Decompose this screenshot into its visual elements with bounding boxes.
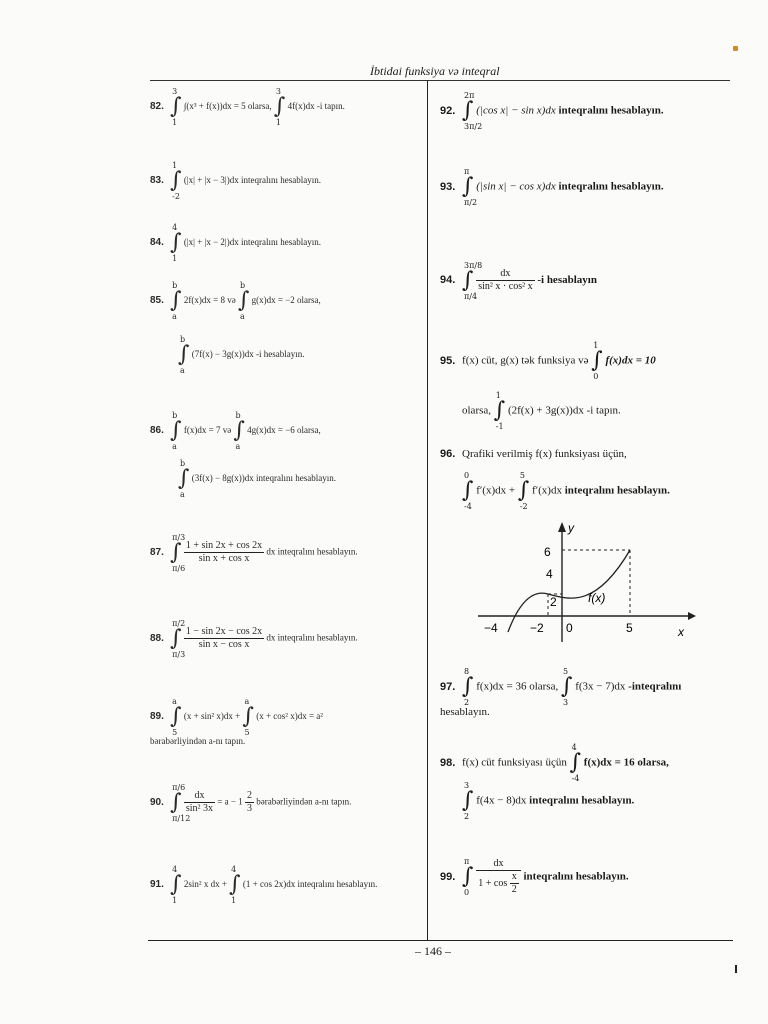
edge-mark [735, 965, 737, 973]
problem-96: 96. Qrafiki verilmiş f(x) funksiyası üçün, [440, 448, 627, 460]
problem-84: 84. ∫ 4 1 (|x| + |x − 2|)dx inteqralını hesablayın. [150, 223, 321, 263]
problem-95: 95. f(x) cüt, g(x) tək funksiya və ∫ 1 0 f(x)dx = 10 [440, 341, 656, 381]
problem-83: 83. ∫ 1 -2 (|x| + |x − 3|)dx inteqralını hesablayın. [150, 161, 321, 201]
problem-87: 87. ∫ π/3 π/6 $\frac{1 + \sin 2x + \cos 2x}{\text{sin x + cos x}}$ dx inteqralını hesablayın. [150, 532, 358, 573]
y-axis-label: y [568, 521, 574, 535]
problem-96-part2: ∫ 0 -4 f′(x)dx + ∫ 5 -2 f′(x)dx inteqralını hesablayın. [462, 471, 670, 511]
problem-92: 92. ∫ 2π 3π/2 (|cos x| − sin x)dx inteqralını hesablayın. [440, 91, 664, 131]
y-tick-2: 2 [550, 595, 557, 609]
problem-90: 90. ∫ π/6 π/12 $\frac{dx}{\text{sin² 3x}}$ = a − 1 $\frac{2}{3}$ bərabərliyindən a-nı tapın. [150, 782, 352, 823]
problem-85: 85. ∫ b a 2f(x)dx = 8 və ∫ b a g(x)dx = −2 olarsa, [150, 281, 321, 321]
problem-98: 98. f(x) cüt funksiyası üçün ∫ 4 -4 f(x)dx = 16 olarsa, [440, 743, 669, 783]
problem-88: 88. ∫ π/2 π/3 $\frac{1 - \sin 2x - \cos 2x}{\text{sin x − cos x}}$ dx inteqralını hesablayın. [150, 618, 358, 659]
problem-86: 86. ∫ b a f(x)dx = 7 və ∫ b a 4g(x)dx = −6 olarsa, [150, 411, 321, 451]
curve-label: f(x) [588, 591, 606, 605]
x-tick-neg2: −2 [530, 621, 544, 635]
problem-98-part2: ∫ 3 2 f(4x − 8)dx inteqralını hesablayın. [462, 781, 635, 821]
running-header: İbtidai funksiya və inteqral [370, 64, 500, 78]
problem-85-part2: ∫ b a (7f(x) − 3g(x))dx -i hesablayın. [178, 335, 305, 375]
problem-82: 82. ∫ 3 1 ∫(x³ + f(x))dx = 5 olarsa, ∫ 3 1 4f(x)dx -i tapın. [150, 87, 345, 127]
x-axis-label: x [678, 625, 684, 639]
y-axis-arrow [558, 522, 566, 532]
problem-91: 91. ∫ 4 1 2sin² x dx + ∫ 4 1 (1 + cos 2x)dx inteqralını hesablayın. [150, 865, 378, 905]
footer-rule [148, 940, 733, 941]
y-tick-6: 6 [544, 545, 551, 559]
x-tick-neg4: −4 [484, 621, 498, 635]
header-rule [150, 80, 730, 81]
problem-94: 94. ∫ 3π/8 π/4 $\frac{dx}{\text{sin² x · cos² x}}$ -i hesablayın [440, 260, 597, 301]
column-divider [427, 80, 428, 940]
corner-mark [733, 46, 738, 51]
page-number: – 146 – [415, 944, 451, 958]
problem-95-part2: olarsa, ∫ 1 -1 (2f(x) + 3g(x))dx -i tapın. [462, 391, 621, 431]
problem-86-part2: ∫ b a (3f(x) − 8g(x))dx inteqralını hesablayın. [178, 459, 336, 499]
x-tick-0: 0 [566, 621, 573, 635]
problem-89: 89. ∫ a 5 (x + sin² x)dx + ∫ a 5 (x + cos² x)dx = a² bərabərliyindən a-nı tapın. [150, 697, 323, 746]
x-axis-arrow [688, 612, 696, 620]
f-curve [508, 550, 630, 632]
y-tick-4: 4 [546, 567, 553, 581]
x-tick-5: 5 [626, 621, 633, 635]
problem-99: 99. ∫ π 0 dx 1 + cos $\frac{x}{2}$ inteqralını hesablayın. [440, 857, 629, 897]
problem-97: 97. ∫ 8 2 f(x)dx = 36 olarsa, ∫ 5 3 f(3x − 7)dx -inteqralını hesablayın. [440, 667, 682, 718]
problem-93: 93. ∫ π π/2 (|sin x| − cos x)dx inteqralını hesablayın. [440, 167, 664, 207]
function-graph [478, 520, 698, 644]
